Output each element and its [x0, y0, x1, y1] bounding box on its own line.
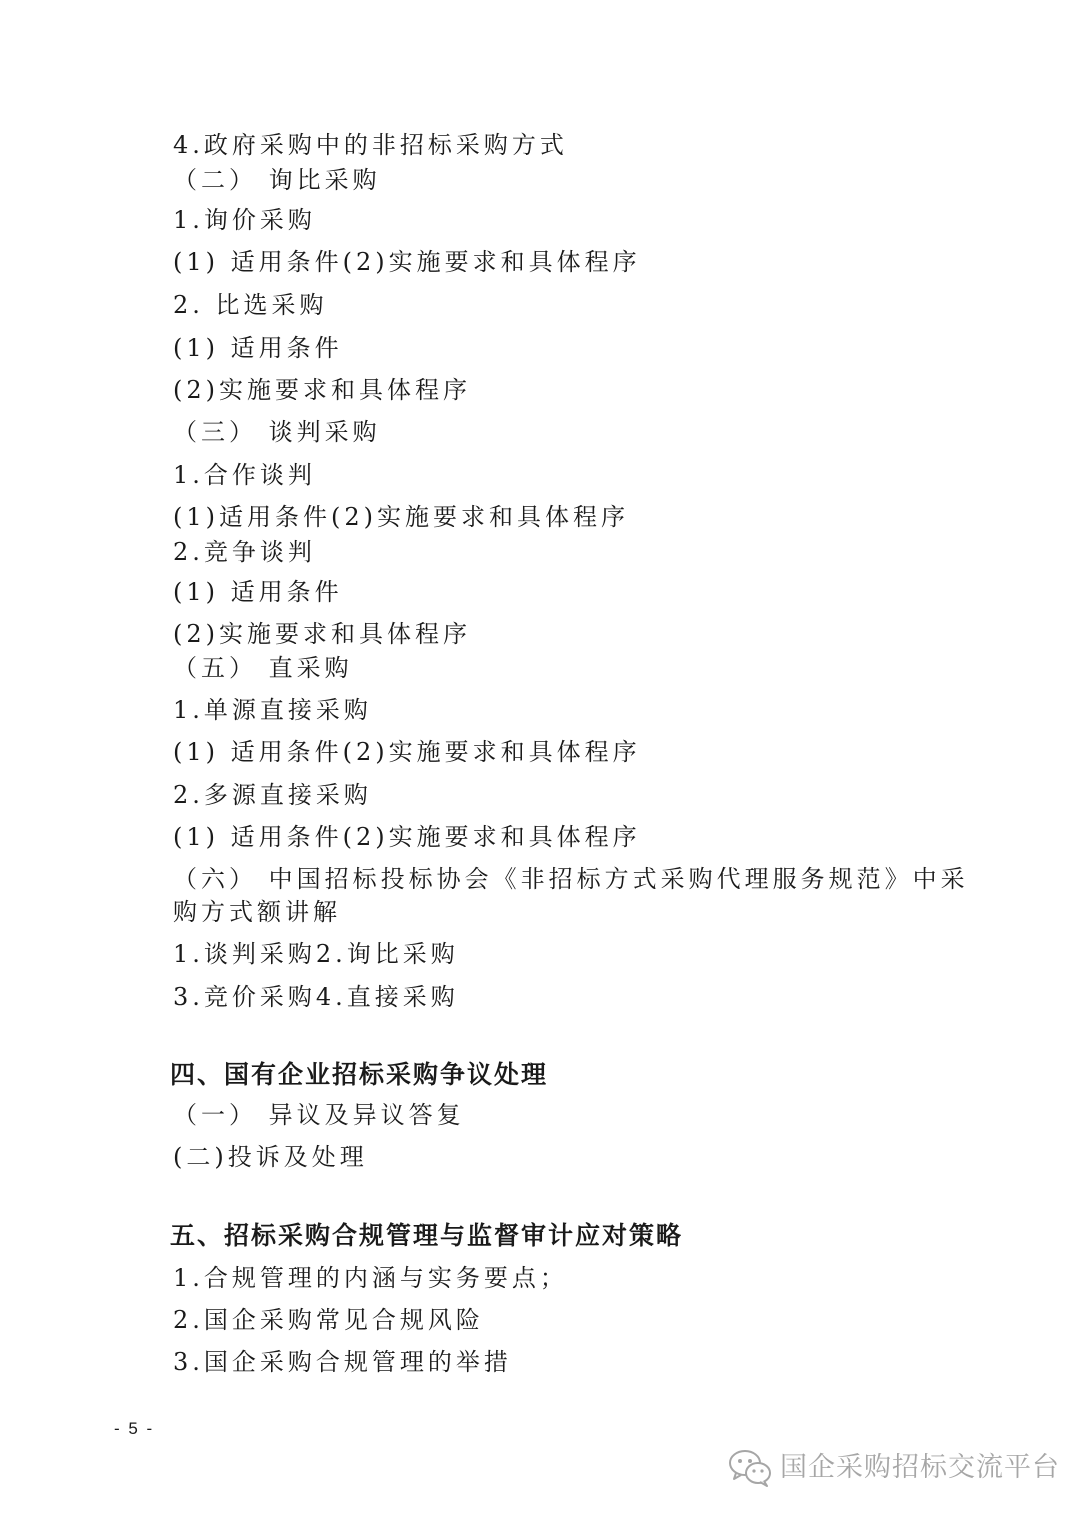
outline-line-cooperative-details: (1)适用条件(2)实施要求和具体程序	[173, 503, 629, 531]
outline-line-selection-conditions: (1) 适用条件	[173, 334, 343, 362]
outline-line-direct-procurement: （五） 直采购	[173, 654, 353, 682]
watermark-text: 国企采购招标交流平台	[780, 1452, 1060, 1483]
outline-line-selection-procurement: 2. 比选采购	[173, 291, 328, 319]
outline-line-single-source-details: (1) 适用条件(2)实施要求和具体程序	[173, 738, 641, 766]
outline-line-compliance-essentials: 1.合规管理的内涵与实务要点；	[173, 1264, 568, 1292]
outline-line-methods-3-4: 3.竞价采购4.直接采购	[173, 983, 459, 1011]
outline-line-negotiation-procurement: （三） 谈判采购	[173, 418, 381, 446]
page-number: - 5 -	[114, 1419, 155, 1438]
outline-line-inquiry-comparison: （二） 询比采购	[173, 166, 381, 194]
outline-line-complaint-handling: (二)投诉及处理	[173, 1143, 368, 1171]
section-heading-compliance-audit: 五、招标采购合规管理与监督审计应对策略	[170, 1221, 684, 1250]
outline-line-objection-reply: （一） 异议及异议答复	[173, 1101, 465, 1129]
outline-line-govt-nonbid-methods: 4.政府采购中的非招标采购方式	[173, 131, 568, 159]
outline-line-competitive-conditions: (1) 适用条件	[173, 578, 343, 606]
outline-line-association-spec-cont: 购方式额讲解	[173, 898, 341, 926]
watermark	[728, 1448, 1060, 1488]
outline-line-single-source: 1.单源直接采购	[173, 696, 372, 724]
outline-line-cooperative-negotiation: 1.合作谈判	[173, 461, 316, 489]
outline-line-price-inquiry: 1.询价采购	[173, 206, 316, 234]
outline-line-compliance-risks: 2.国企采购常见合规风险	[173, 1306, 484, 1334]
outline-line-competitive-negotiation: 2.竞争谈判	[173, 538, 316, 566]
outline-line-methods-1-2: 1.谈判采购2.询比采购	[173, 940, 459, 968]
outline-line-price-inquiry-details: (1) 适用条件(2)实施要求和具体程序	[173, 248, 641, 276]
outline-line-compliance-measures: 3.国企采购合规管理的举措	[173, 1348, 512, 1376]
outline-line-selection-requirements: (2)实施要求和具体程序	[173, 376, 471, 404]
outline-line-multi-source: 2.多源直接采购	[173, 781, 372, 809]
outline-line-competitive-requirements: (2)实施要求和具体程序	[173, 620, 471, 648]
wechat-icon	[728, 1448, 772, 1488]
outline-line-multi-source-details: (1) 适用条件(2)实施要求和具体程序	[173, 823, 641, 851]
section-heading-dispute-handling: 四、国有企业招标采购争议处理	[170, 1060, 549, 1089]
outline-line-association-spec: （六） 中国招标投标协会《非招标方式采购代理服务规范》中采	[173, 865, 969, 893]
